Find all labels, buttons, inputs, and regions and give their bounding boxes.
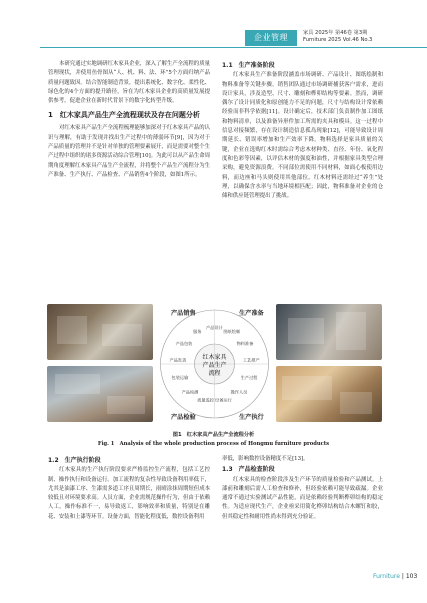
left-column-bottom — [48, 455, 210, 522]
subsection-heading-1-2: 1.2 生产执行阶段 — [48, 457, 101, 464]
subsection-heading-1-1: 1.1 生产准备阶段 — [222, 62, 275, 69]
center-label-line3: 流程 — [208, 370, 221, 377]
ring-item: 产品检测 — [181, 389, 199, 395]
continued-paragraph: 率低，影响数控设备精度不足[13]。 — [222, 456, 309, 462]
ring-item: 产品包装 — [175, 340, 193, 346]
subsection-1-3-paragraph: 红木家具的检查阶段涉及生产环节的质量检验和产品测试。上漆前和雕刻后需人工检查和修补，但经验依赖可能导致疏漏。企业通常不通过实验测试产品性能，而是依赖经验判断榫卯结构的稳定性。为适应现代生产，企业亟采用简化榫卯结构结合木螺钉和胶，但其稳定性和耐用性尚未得到充分验证。 — [222, 476, 383, 520]
right-column-top — [222, 60, 383, 201]
intro-paragraph: 本研究通过实地调研红木家具企业，深入了解生产全流程的质量管理现状，并使用鱼骨图从“人、机、料、法、环”5个方面归纳产品质量问题致因。结合智能制造背景，提出系统化、数字化、柔性化、绿色化的4个方面的提升路径，旨在为红木家具企业的高质量发展提供参考，促进企业在新时代背景下的数字化转型升级。 — [48, 61, 210, 105]
left-column-top — [48, 60, 210, 180]
ring-item: 操作人员 — [230, 389, 248, 395]
step-label-execution: 生产执行 — [239, 414, 264, 421]
right-column-bottom — [222, 455, 383, 522]
section-heading-1: 1 红木家具产品生产全流程现状及存在问题分析 — [48, 111, 200, 120]
photo-execution — [276, 366, 382, 422]
ring-item: 设备运行 — [215, 397, 232, 403]
journal-meta-en: Furniture 2025 Vol.46 No.3 — [303, 37, 373, 43]
subsection-heading-1-3: 1.3 产品检查阶段 — [222, 466, 275, 474]
header-rule — [40, 47, 427, 48]
step-label-preparation: 生产准备 — [239, 310, 264, 317]
photo-sales — [47, 304, 153, 360]
ring-item: 生产过程 — [240, 374, 258, 380]
section-1-paragraph: 对红木家具产品生产全流程梳理能够加深对于红木家具产品的认识与理解，有助于发现并找出生产过程中的薄弱环节[9]，因为对于产品质量的管理并不是针对单独的管理要素展开，而是需要对整个生产过程中组织的诸多资源活动综合管理[10]。为此可以从产品生命周期角度理解红木家具产品生产全流程，并将整个产品生产流程分为生产准备、生产执行、产品检查、产品销售4个阶段，如图1所示。 — [48, 125, 211, 178]
step-label-sales: 产品销售 — [171, 310, 196, 317]
section-badge: 企业管理 — [245, 30, 297, 46]
subsection-1-1-paragraph: 红木家具生产准备阶段涵盖市场调研、产品设计、图纸绘制和物料准备等关键步骤。销售团队通过市场调研捕获客户需求，进而设计家具，涉及造型、尺寸、雕刻和榫卯结构等要素。然而，调研偶尔了设计同质化和原创能力不足的问题，尺寸与结构设计常依赖经验而非科学依据[11]。设计确定后，技术部门负责制作加工图纸和物料清单，以及准备异形件加工所需的夹具和模具。这一过程中信息对接频繁，存在设计制造信息孤岛现象[12]，可能导致设计周期延长、错误率增加和生产效率下降。物料选择是家具质量的关键，企业在选购红木时需综合考虑木材种类、直径、年份、氧化程度和色彩等因素，以评估木材的强度和油性，并根据家具类型合理采购，避免资源浪费。不同部位需使用不同材料，如面心板使用边料，而边座和马头则使用其他部位。红木材料还需经过“养生”处理，以确保含水率与当地环境相匹配；因此，物料准备对企业的仓储和供应链管理提出了挑战。 — [222, 72, 383, 200]
figure-caption-en: Fig. 1 Analysis of the whole production process of Hongmu furniture products — [97, 441, 330, 447]
page-footer: Furniture | 103 — [373, 573, 418, 580]
ring-item: 产品设计 — [206, 324, 223, 330]
ring-item: 服务 — [193, 329, 202, 334]
ring-item: 产品发货 — [169, 357, 187, 363]
journal-meta-cn: 家具 2025年 第46卷 第3期 — [303, 30, 368, 36]
step-label-inspection: 产品检验 — [171, 414, 196, 421]
process-cycle-diagram — [153, 304, 276, 424]
ring-item: 工艺排产 — [242, 357, 260, 363]
figure-caption-cn: 图1 红木家具产品生产全流程分析 — [172, 432, 255, 438]
center-label-line1: 红木家具 — [202, 354, 227, 361]
journal-meta — [303, 30, 372, 44]
figure-1 — [47, 304, 382, 424]
photo-inspection — [47, 366, 153, 422]
ring-item: 包装运输 — [171, 374, 189, 380]
footer-journal: Furniture — [373, 573, 400, 580]
subsection-1-2-paragraph: 红木家具的生产执行阶段要求严格监控生产流程，包括工艺控制、操作执行和设备运行。加工流程的复杂性导致设备利用率低下，尤其是油漆工序、生漆需多道工序且周期长，雨晴涂抹周期短但成本较低且对环境要求高。人员方面，企业需规范操作行为，但由于依赖人工，操作标准不一，易导致返工，影响效率和质量，特别是在雕花、安装和上漆等环节。设备方面，智能化程度低，数控设备利用 — [48, 467, 210, 520]
ring-item: 质量监控 — [197, 397, 214, 403]
footer-page-number: 103 — [405, 573, 418, 580]
center-label-line2: 产品生产 — [202, 362, 227, 369]
ring-item: 图纸绘制 — [223, 329, 241, 334]
ring-item: 物料准备 — [236, 340, 254, 346]
photo-preparation — [276, 304, 382, 360]
